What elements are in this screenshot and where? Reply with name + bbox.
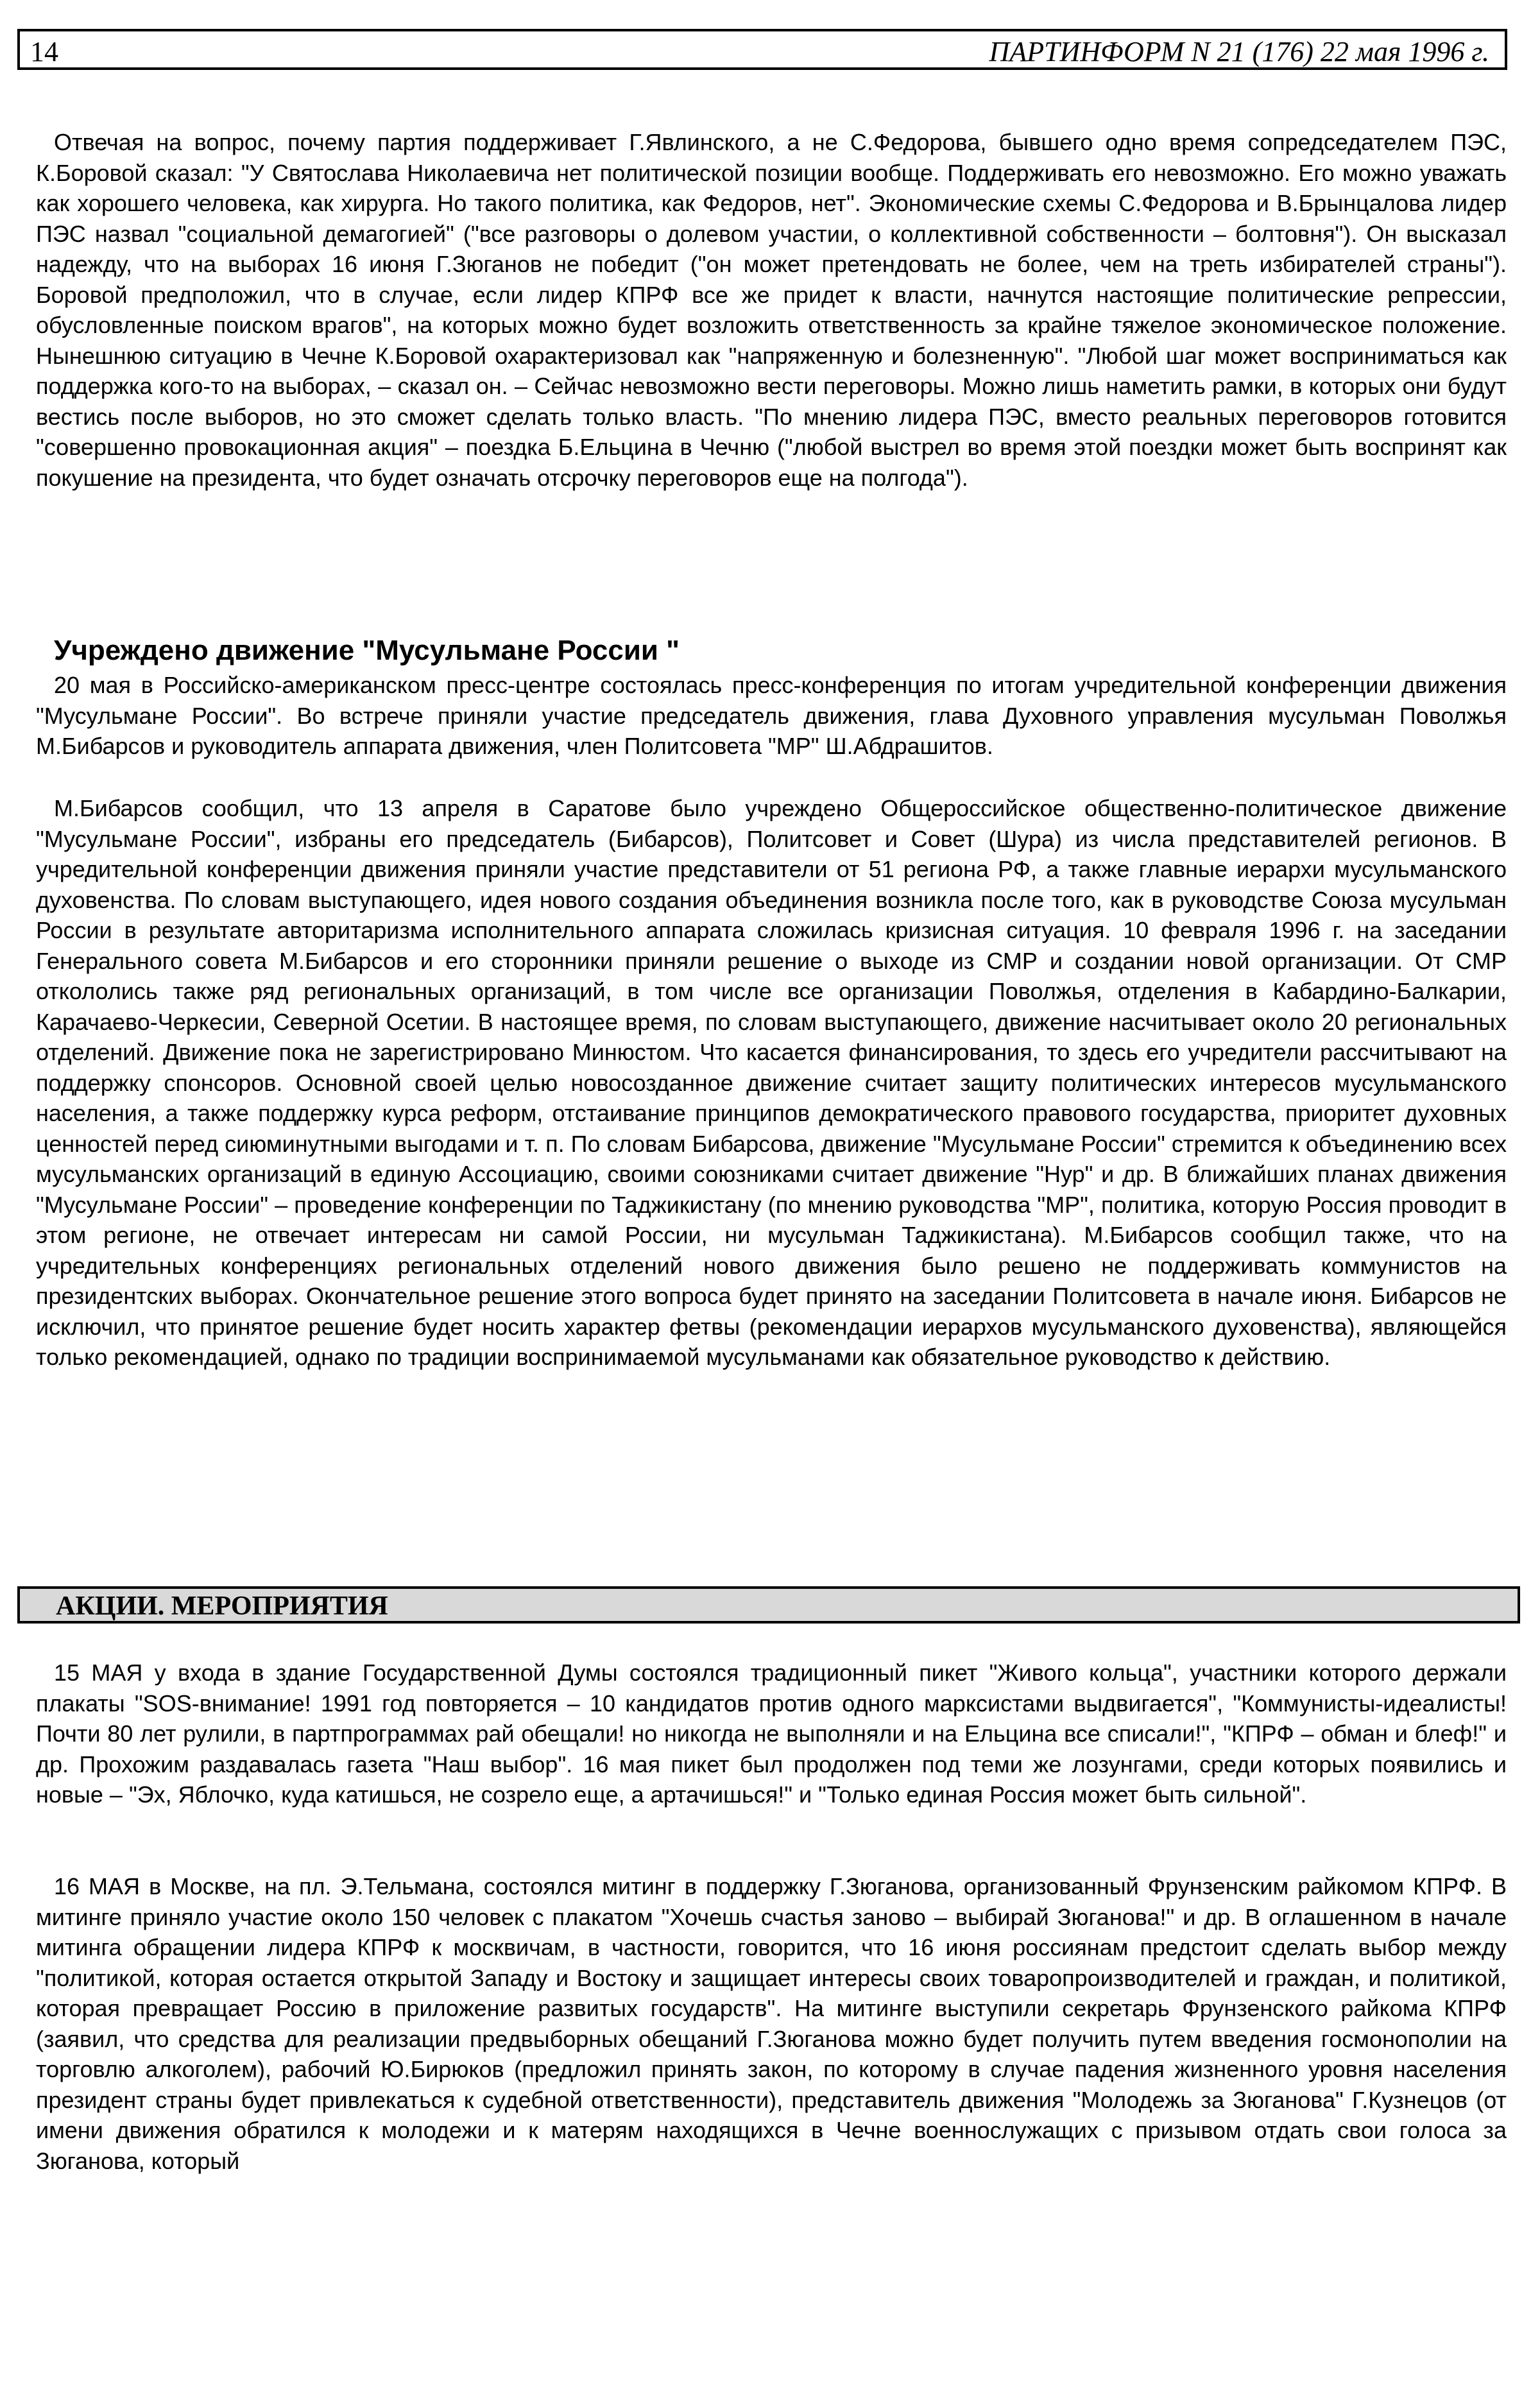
page-header xyxy=(17,29,1507,70)
article-title: Учреждено движение "Мусульмане России " xyxy=(54,635,680,666)
intro-paragraph: Отвечая на вопрос, почему партия поддерживает Г.Явлинского, а не С.Федорова, бывшего одно время сопредседателем ПЭС, К.Боровой сказал: "У Святослава Николаевича нет политической позиции вообще. Поддерживать его невозможно. Его можно уважать как хорошего человека, как хирурга. Но такого политика, как Федоров, нет". Экономические схемы С.Федорова и В.Брынцалова лидер ПЭС назвал "социальной демагогией" ("все разговоры о долевом участии, о коллективной собственности – болтовня"). Он высказал надежду, что на выборах 16 июня Г.Зюганов не победит ("он может претендовать не более, чем на треть избирателей страны"). Боровой предположил, что в случае, если лидер КПРФ все же придет к власти, начнутся настоящие политические репрессии, обусловленные поиском врагов", на которых можно будет возложить ответственность за крайне тяжелое экономическое положение. Нынешнюю ситуацию в Чечне К.Боровой охарактеризовал как "напряженную и болезненную". "Любой шаг может восприниматься как поддержка кого-то на выборах, – сказал он. – Сейчас невозможно вести переговоры. Можно лишь наметить рамки, в которых они будут вестись после выборов, но это сможет сделать только власть. "По мнению лидера ПЭС, вместо реальных переговоров готовится "совершенно провокационная акция" – поездка Б.Ельцина в Чечню ("любой выстрел во время этой поездки может быть воспринят как покушение на президента, что будет означать отсрочку переговоров еще на полгода"). xyxy=(36,129,1507,491)
section-heading: АКЦИИ. МЕРОПРИЯТИЯ xyxy=(56,1591,388,1621)
issue-line: ПАРТИНФОРМ N 21 (176) 22 мая 1996 г. xyxy=(989,36,1489,67)
section-heading-box xyxy=(17,1586,1520,1624)
page-number: 14 xyxy=(30,36,58,67)
section-paragraph-1: 15 МАЯ у входа в здание Государственной Думы состоялся традиционный пикет "Живого кольца", участники которого держали плакаты "SOS-внимание! 1991 год повторяется – 10 кандидатов против одного марксистами выдвигается", "Коммунисты-идеалисты! Почти 80 лет рулили, в партпрограммах рай обещали! но никогда не выполняли и на Ельцина все списали!", "КПРФ – обман и блеф!" и др. Прохожим раздавалась газета "Наш выбор". 16 мая пикет был продолжен под теми же лозунгами, среди которых появились и новые – "Эх, Яблочко, куда катишься, не созрело еще, а артачишься!" и "Только единая Россия может быть сильной". xyxy=(36,1659,1507,1808)
article-paragraph-2: М.Бибарсов сообщил, что 13 апреля в Саратове было учреждено Общероссийское общественно-политическое движение "Мусульмане России", избраны его председатель (Бибарсов), Политсовет и Совет (Шура) из числа представителей регионов. В учредительной конференции движения приняли участие представители от 51 региона РФ, а также главные иерархи мусульманского духовенства. По словам выступающего, идея нового создания объединения возникла после того, как в руководстве Союза мусульман России в результате авторитаризма исполнительного аппарата сложилась кризисная ситуация. 10 февраля 1996 г. на заседании Генерального совета М.Бибарсов и его сторонники приняли решение о выходе из СМР и создании новой организации. От СМР откололись также ряд региональных организаций, в том числе все организации Поволжья, отделения в Кабардино-Балкарии, Карачаево-Черкесии, Северной Осетии. В настоящее время, по словам выступающего, движение насчитывает около 20 региональных отделений. Движение пока не зарегистрировано Минюстом. Что касается финансирования, то здесь его учредители рассчитывают на поддержку спонсоров. Основной своей целью новосозданное движение считает защиту политических интересов мусульманского населения, а также поддержку курса реформ, отстаивание принципов демократического правового государства, приоритет духовных ценностей перед сиюминутными выгодами и т. п. По словам Бибарсова, движение "Мусульмане России" стремится к объединению всех мусульманских организаций в единую Ассоциацию, своими союзниками считает движение "Нур" и др. В ближайших планах движения "Мусульмане России" – проведение конференции по Таджикистану (по мнению руководства "МР", политика, которую Россия проводит в этом регионе, не отвечает интересам ни самой России, ни мусульман Таджикистана). М.Бибарсов сообщил также, что на учредительных конференциях региональных отделений нового движения было решено не поддерживать коммунистов на президентских выборах. Окончательное решение этого вопроса будет принято на заседании Политсовета в начале июня. Бибарсов не исключил, что принятое решение будет носить характер фетвы (рекомендации иерархов мусульманского духовенства), являющейся только рекомендацией, однако по традиции воспринимаемой мусульманами как обязательное руководство к действию. xyxy=(36,795,1507,1370)
article-paragraph-1: 20 мая в Российско-американском пресс-центре состоялась пресс-конференция по итогам учредительной конференции движения "Мусульмане России". Во встрече приняли участие председатель движения, глава Духовного управления мусульман Поволжья М.Бибарсов и руководитель аппарата движения, член Политсовета "МР" Ш.Абдрашитов. xyxy=(36,672,1507,759)
section-paragraph-2: 16 МАЯ в Москве, на пл. Э.Тельмана, состоялся митинг в поддержку Г.Зюганова, организованный Фрунзенским райкомом КПРФ. В митинге приняло участие около 150 человек с плакатом "Хочешь счастья заново – выбирай Зюганова!" и др. В оглашенном в начале митинга обращении лидера КПРФ к москвичам, в частности, говорится, что 16 июня россиянам предстоит сделать выбор между "политикой, которая остается открытой Западу и Востоку и защищает интересы своих товаропроизводителей и граждан, и политикой, которая превращает Россию в приложение развитых государств". На митинге выступили секретарь Фрунзенского райкома КПРФ (заявил, что средства для реализации предвыборных обещаний Г.Зюганова можно будет получить путем введения госмонополии на торговлю алкоголем), рабочий Ю.Бирюков (предложил принять закон, по которому в случае падения жизненного уровня населения президент страны будет привлекаться к судебной ответственности), представитель движения "Молодежь за Зюганова" Г.Кузнецов (от имени движения обратился к молодежи и к матерям находящихся в Чечне военнослужащих с призывом отдать свои голоса за Зюганова, который xyxy=(36,1873,1507,2174)
